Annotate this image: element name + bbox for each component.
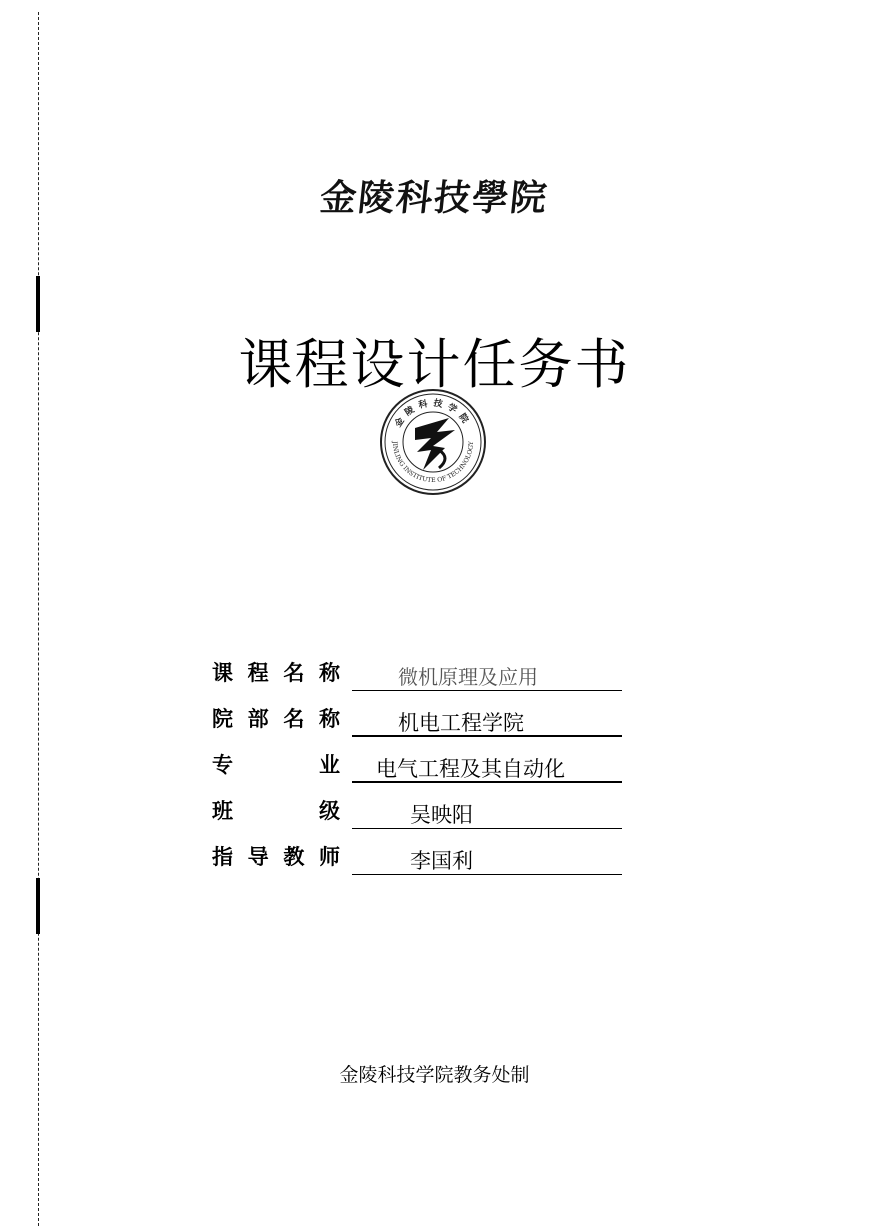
school-name-calligraphy: 金陵科技學院 — [318, 177, 551, 219]
value-instructor[interactable]: 李国利 — [352, 845, 622, 875]
value-major[interactable]: 电气工程及其自动化 — [352, 753, 622, 783]
value-class[interactable]: 吴映阳 — [352, 799, 622, 829]
info-row-course-name — [212, 645, 622, 691]
info-row-department — [212, 691, 622, 737]
info-row-major — [212, 737, 622, 783]
info-row-class — [212, 783, 622, 829]
footer-issuer: 金陵科技学院教务处制 — [339, 1064, 530, 1086]
label-major: 专 业 — [212, 753, 340, 777]
course-info-table — [212, 645, 622, 875]
seal-chinese-text: 金陵科技学院 — [393, 398, 473, 430]
document-title: 课程设计任务书 — [238, 333, 631, 396]
label-department: 院 部 名 称 — [212, 707, 340, 731]
value-course-name[interactable]: 微机原理及应用 — [352, 661, 622, 691]
label-class: 班 级 — [212, 799, 340, 823]
school-seal-icon — [379, 388, 487, 496]
binding-mark-bottom — [36, 878, 40, 934]
seal-english-text: JINLING INSTITUTE OF TECHNOLOGY — [390, 441, 476, 485]
label-instructor: 指 导 教 师 — [212, 845, 340, 869]
label-course-name: 课 程 名 称 — [212, 661, 340, 685]
info-row-instructor — [212, 829, 622, 875]
value-department[interactable]: 机电工程学院 — [352, 707, 622, 737]
